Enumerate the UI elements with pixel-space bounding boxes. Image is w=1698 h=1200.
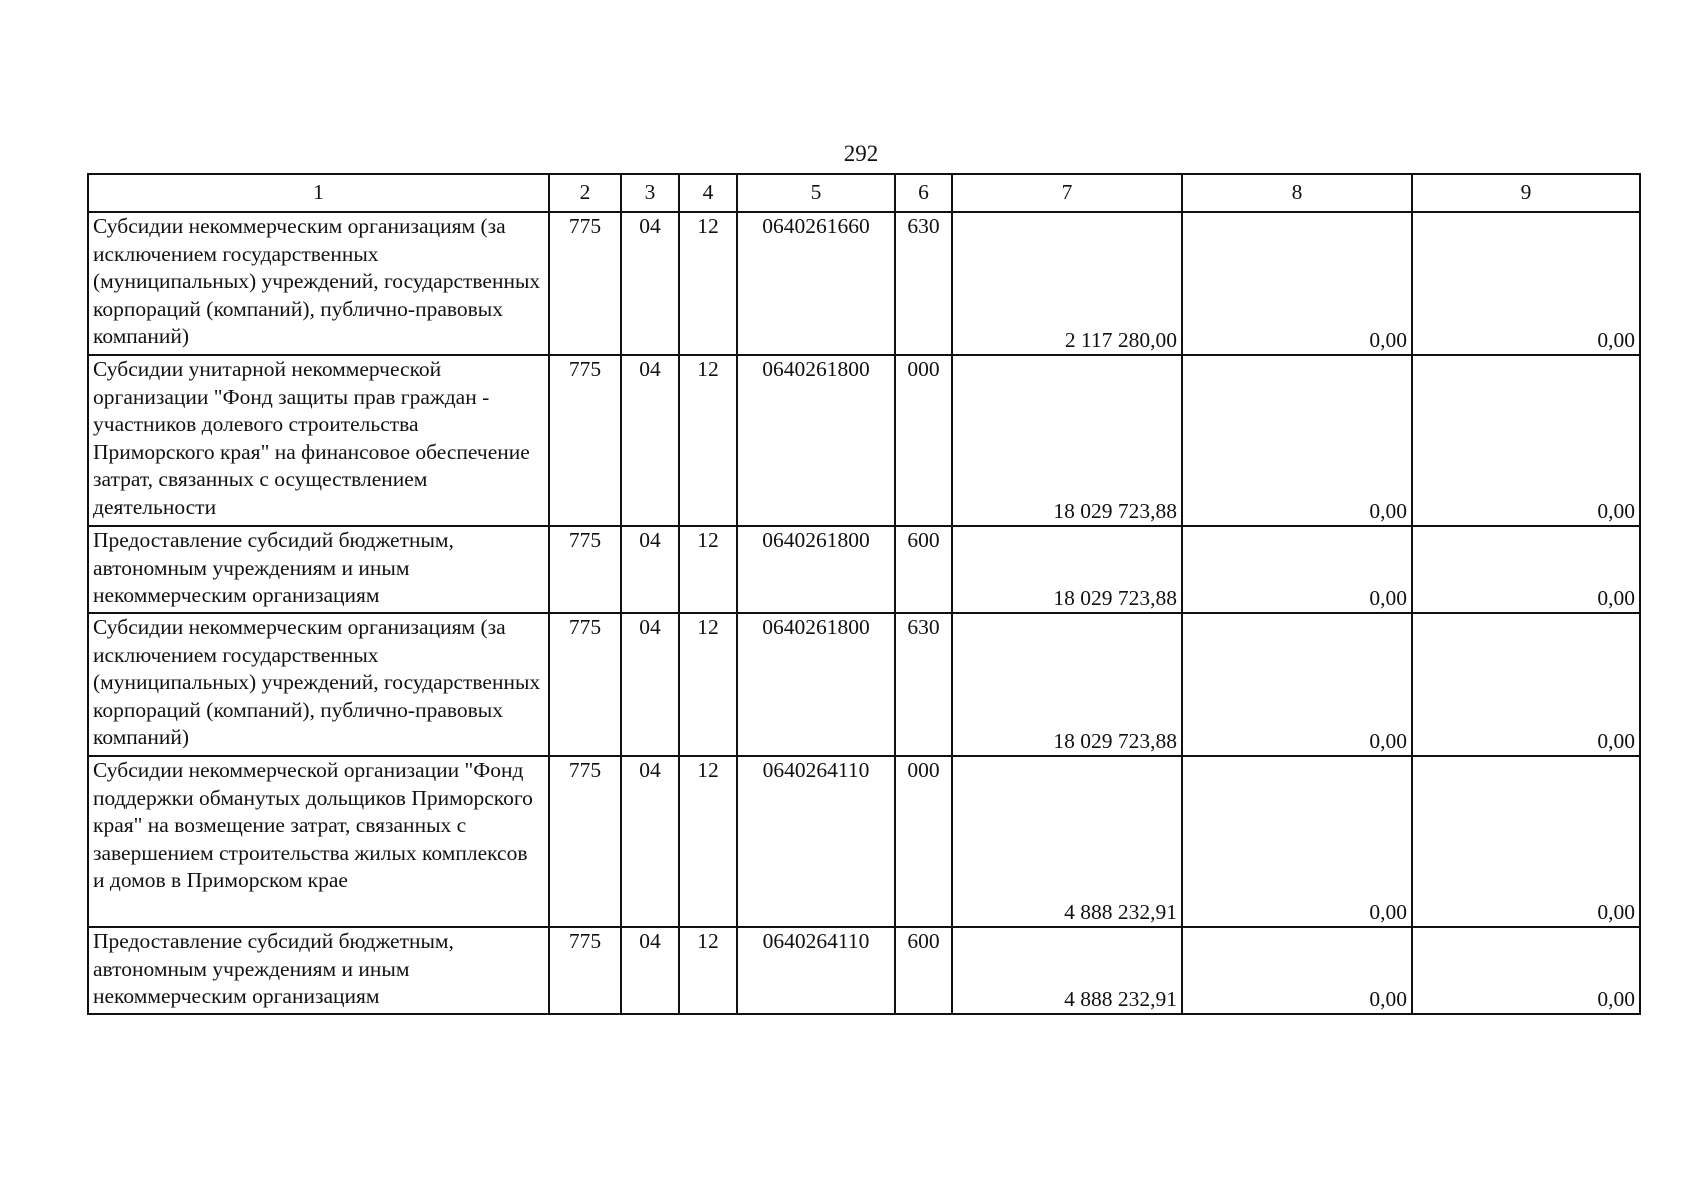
cell-amount-9: 0,00 xyxy=(1412,613,1640,756)
cell-code-6: 000 xyxy=(895,355,952,526)
cell-amount-8: 0,00 xyxy=(1182,212,1412,355)
cell-code-3: 04 xyxy=(621,613,679,756)
table-body xyxy=(88,212,1640,1014)
cell-amount-8: 0,00 xyxy=(1182,526,1412,613)
cell-code-4: 12 xyxy=(679,756,737,927)
cell-code-5: 0640261660 xyxy=(737,212,895,355)
cell-amount-8: 0,00 xyxy=(1182,613,1412,756)
header-row xyxy=(88,174,1640,212)
cell-amount-7: 18 029 723,88 xyxy=(952,355,1182,526)
cell-code-6: 600 xyxy=(895,927,952,1014)
cell-code-4: 12 xyxy=(679,355,737,526)
row-name: Субсидии некоммерческой организации "Фонд поддержки обманутых дольщиков Приморского края" на возмещение затрат, связанных с завершением строительства жилых комплексов и домов в Приморском крае xyxy=(88,756,549,927)
cell-amount-9: 0,00 xyxy=(1412,756,1640,927)
table-header xyxy=(88,174,1640,212)
cell-code-2: 775 xyxy=(549,212,621,355)
page-number: 292 xyxy=(843,141,879,166)
cell-amount-7: 4 888 232,91 xyxy=(952,927,1182,1014)
cell-code-2: 775 xyxy=(549,927,621,1014)
cell-code-5: 0640261800 xyxy=(737,613,895,756)
table-row xyxy=(88,927,1640,1014)
cell-code-4: 12 xyxy=(679,526,737,613)
column-header: 6 xyxy=(895,174,952,212)
cell-code-2: 775 xyxy=(549,613,621,756)
column-header: 5 xyxy=(737,174,895,212)
cell-code-3: 04 xyxy=(621,355,679,526)
cell-code-4: 12 xyxy=(679,927,737,1014)
cell-code-5: 0640264110 xyxy=(737,927,895,1014)
row-name: Субсидии некоммерческим организациям (за исключением государственных (муниципальных) учреждений, государственных корпораций (компаний), публично-правовых компаний) xyxy=(88,212,549,355)
cell-code-5: 0640261800 xyxy=(737,355,895,526)
row-name: Предоставление субсидий бюджетным, автономным учреждениям и иным некоммерческим организациям xyxy=(88,526,549,613)
cell-code-5: 0640261800 xyxy=(737,526,895,613)
row-name: Субсидии унитарной некоммерческой организации "Фонд защиты прав граждан - участников долевого строительства Приморского края" на финансовое обеспечение затрат, связанных с осуществлением деятельности xyxy=(88,355,549,526)
cell-code-2: 775 xyxy=(549,355,621,526)
cell-code-3: 04 xyxy=(621,212,679,355)
column-header: 7 xyxy=(952,174,1182,212)
table-row xyxy=(88,613,1640,756)
cell-amount-8: 0,00 xyxy=(1182,927,1412,1014)
cell-code-6: 600 xyxy=(895,526,952,613)
cell-amount-7: 4 888 232,91 xyxy=(952,756,1182,927)
cell-amount-8: 0,00 xyxy=(1182,355,1412,526)
column-header: 9 xyxy=(1412,174,1640,212)
table-row xyxy=(88,212,1640,355)
cell-code-5: 0640264110 xyxy=(737,756,895,927)
cell-code-6: 000 xyxy=(895,756,952,927)
budget-table xyxy=(87,173,1641,1015)
cell-amount-9: 0,00 xyxy=(1412,212,1640,355)
cell-code-4: 12 xyxy=(679,613,737,756)
column-header: 4 xyxy=(679,174,737,212)
table-row xyxy=(88,355,1640,526)
cell-code-2: 775 xyxy=(549,526,621,613)
cell-code-3: 04 xyxy=(621,756,679,927)
table-row xyxy=(88,756,1640,927)
cell-code-6: 630 xyxy=(895,212,952,355)
column-header: 8 xyxy=(1182,174,1412,212)
cell-amount-7: 18 029 723,88 xyxy=(952,613,1182,756)
column-header: 2 xyxy=(549,174,621,212)
cell-amount-7: 2 117 280,00 xyxy=(952,212,1182,355)
column-header: 3 xyxy=(621,174,679,212)
cell-code-3: 04 xyxy=(621,526,679,613)
cell-amount-9: 0,00 xyxy=(1412,927,1640,1014)
row-name: Субсидии некоммерческим организациям (за исключением государственных (муниципальных) учреждений, государственных корпораций (компаний), публично-правовых компаний) xyxy=(88,613,549,756)
cell-amount-8: 0,00 xyxy=(1182,756,1412,927)
cell-code-6: 630 xyxy=(895,613,952,756)
table-row xyxy=(88,526,1640,613)
cell-code-4: 12 xyxy=(679,212,737,355)
row-name: Предоставление субсидий бюджетным, автономным учреждениям и иным некоммерческим организациям xyxy=(88,927,549,1014)
cell-amount-9: 0,00 xyxy=(1412,526,1640,613)
cell-code-3: 04 xyxy=(621,927,679,1014)
cell-code-2: 775 xyxy=(549,756,621,927)
cell-amount-7: 18 029 723,88 xyxy=(952,526,1182,613)
column-header: 1 xyxy=(88,174,549,212)
cell-amount-9: 0,00 xyxy=(1412,355,1640,526)
